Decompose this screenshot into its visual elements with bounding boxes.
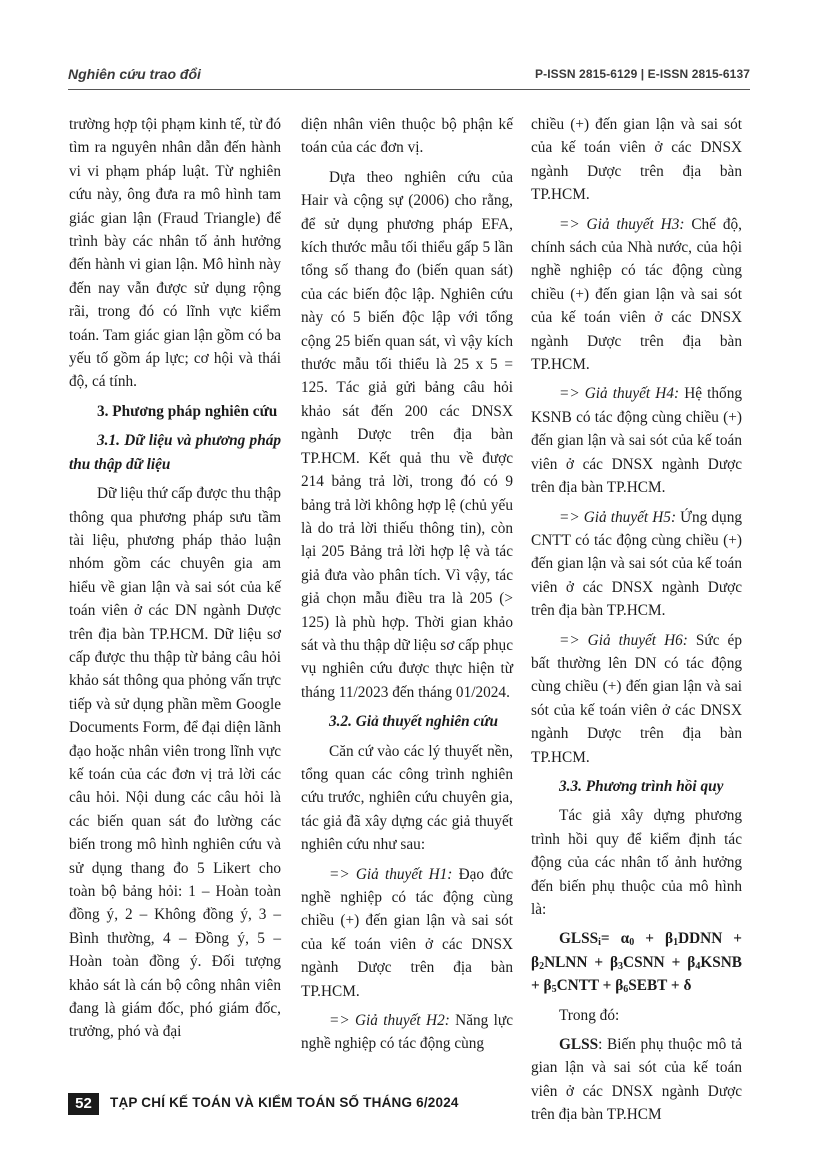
hypothesis-h5: [531, 506, 742, 623]
subsection-heading: 3.1. Dữ liệu và phương pháp thu thập dữ liệu: [69, 432, 281, 473]
page-number: 52: [68, 1093, 99, 1115]
hypothesis-h4: [531, 382, 742, 499]
subsection-heading: 3.2. Giả thuyết nghiên cứu: [329, 713, 498, 731]
hypothesis-h2: [301, 1009, 513, 1056]
page-header: [68, 66, 750, 90]
paragraph: trường hợp tội phạm kinh tế, từ đó tìm ra nguyên nhân dẫn đến hành vi vi phạm pháp luật. Từ nghiên cứu này, ông đưa ra mô hình tam giác gian lận (Fraud Triangle) để trình bày các nhân tố ảnh hưởng đến hành vi gian lận. Mô hình này đến nay vẫn được sử dụng rộng rãi, trong đó có lĩnh vực kiểm toán. Tam giác gian lận gồm có ba yếu tố gồm áp lực; cơ hội và thái độ, cá tính.: [69, 116, 281, 391]
paragraph: Dựa theo nghiên cứu của Hair và cộng sự (2006) cho rằng, để sử dụng phương pháp EFA, kích thước mẫu tối thiểu gấp 5 lần tổng số thang đo (biến quan sát) của các biến độc lập. Nghiên cứu này có 5 biến độc lập với tổng cộng 25 biến quan sát, vì vậy kích thước mẫu tối thiểu là 25 x 5 = 125. Tác giả gửi bảng câu hỏi khảo sát đến 200 các DNSX ngành Dược trên địa bàn TP.HCM. Kết quả thu về được 214 bảng trả lời, trong đó có 9 bảng trả lời không hợp lệ (chủ yếu là do trả lời thiếu thông tin), còn lại 205 Bảng trả lời hợp lệ và tác giả đưa vào phân tích. Vì vậy, tác giả chọn mẫu điều tra là 205 (> 125) là phù hợp. Thời gian khảo sát và thu thập dữ liệu sơ cấp phục vụ nghiên cứu được thực hiện từ tháng 11/2023 đến tháng 01/2024.: [301, 168, 513, 701]
regression-equation: $GLSS_i= \alpha_0$ + $\beta_1DDNN$ + $\beta_2NLNN$ + $\beta_3CSNN$ + $\beta_4KSNB$ + $\beta_5CNTT$ + $\beta_6SEBT + \delta$: [531, 930, 743, 996]
paragraph: Căn cứ vào các lý thuyết nền, tổng quan các công trình nghiên cứu trước, nghiên cứu chuyên gia, tác giả đã xây dựng các giả thuyết nghiên cứu như sau:: [301, 742, 513, 854]
hypothesis-h3: [531, 213, 742, 377]
section-name: Nghiên cứu trao đổi: [68, 66, 201, 82]
hypothesis-text: Chế độ, chính sách của Nhà nước, của hội nghề nghiệp có tác động cùng chiều (+) đến gian lận và sai sót của kế toán viên ở các DNSX ngành Dược trên địa bàn TP.HCM.: [531, 215, 742, 374]
where-label: Trong đó:: [559, 1006, 620, 1024]
hypothesis-label: => Giả thuyết H6:: [559, 631, 688, 649]
column-2: [301, 113, 513, 1062]
hypothesis-text: Đạo đức nghề nghiệp có tác động cùng chiều (+) đến gian lận và sai sót của kế toán viên ở các DNSX ngành Dược trên địa bàn TP.HCM.: [301, 865, 513, 1000]
variable-text: : Biến phụ thuộc mô tả gian lận và sai sót của kế toán viên ở các DNSX ngành Dược trên địa bàn TP.HCM: [531, 1036, 742, 1124]
issn-label: P-ISSN 2815-6129 | E-ISSN 2815-6137: [535, 67, 750, 81]
paragraph: Tác giả xây dựng phương trình hồi quy để kiểm định tác động của các nhân tố ảnh hưởng đến biến phụ thuộc của mô hình là:: [531, 807, 742, 918]
hypothesis-label: => Giả thuyết H4:: [559, 385, 680, 403]
header-rule: [68, 89, 750, 90]
variable-name: GLSS: [559, 1036, 599, 1054]
hypothesis-text: Hệ thống KSNB có tác động cùng chiều (+) đến gian lận và sai sót của kế toán viên ở các DNSX ngành Dược trên địa bàn TP.HCM.: [531, 385, 742, 497]
hypothesis-label: => Giả thuyết H5:: [559, 508, 677, 526]
paragraph: chiều (+) đến gian lận và sai sót của kế toán viên ở các DNSX ngành Dược trên địa bàn TP.HCM.: [531, 116, 742, 204]
hypothesis-text: Năng lực nghề nghiệp có tác động cùng: [301, 1012, 513, 1053]
hypothesis-label: => Giả thuyết H3:: [559, 215, 685, 233]
hypothesis-label: => Giả thuyết H2:: [329, 1012, 450, 1030]
column-1: [69, 113, 281, 1050]
section-heading: 3. Phương pháp nghiên cứu: [97, 402, 278, 420]
subsection-heading: 3.3. Phương trình hồi quy: [559, 777, 724, 795]
paragraph: diện nhân viên thuộc bộ phận kế toán của các đơn vị.: [301, 116, 513, 157]
hypothesis-label: => Giả thuyết H1:: [329, 865, 453, 883]
hypothesis-h1: [301, 863, 513, 1003]
hypothesis-text: Ứng dụng CNTT có tác động cùng chiều (+) đến gian lận và sai sót của kế toán viên ở các DNSX ngành Dược trên địa bàn TP.HCM.: [531, 508, 742, 620]
journal-title: TẠP CHÍ KẾ TOÁN VÀ KIỂM TOÁN SỐ THÁNG 6/2024: [110, 1095, 459, 1110]
hypothesis-h6: [531, 629, 742, 769]
hypothesis-text: Sức ép bất thường lên DN có tác động cùng chiều (+) đến gian lận và sai sót của kế toán viên ở các DNSX ngành Dược trên địa bàn TP.HCM.: [531, 631, 742, 766]
variable-definition: [531, 1033, 742, 1127]
paragraph: Dữ liệu thứ cấp được thu thập thông qua phương pháp sưu tầm tài liệu, phương pháp thảo luận nhóm gồm các chuyên gia am hiểu về gian lận và sai sót của kế toán viên ở các DN ngành Dược trên địa bàn TP.HCM. Dữ liệu sơ cấp được thu thập từ bảng câu hỏi khảo sát thông qua phỏng vấn trực tiếp và sử dụng phần mềm Google Documents Form, để đại diện lãnh đạo hoặc nhân viên trong lĩnh vực kế toán của các đơn vị trả lời các câu hỏi. Nội dung các câu hỏi là các biến quan sát đo lường các biến trong mô hình nghiên cứu và sử dụng thang đo 5 Likert cho toàn bộ bảng hỏi: 1 – Hoàn toàn đồng ý, 2 – Không đồng ý, 3 – Bình thường, 4 – Đồng ý, 5 – Hoàn toàn đồng ý. Đối tượng khảo sát là cán bộ công nhân viên đang là giám đốc, phó giám đốc, trưởng, phó và đại: [69, 485, 281, 1041]
column-3: [531, 113, 742, 1133]
